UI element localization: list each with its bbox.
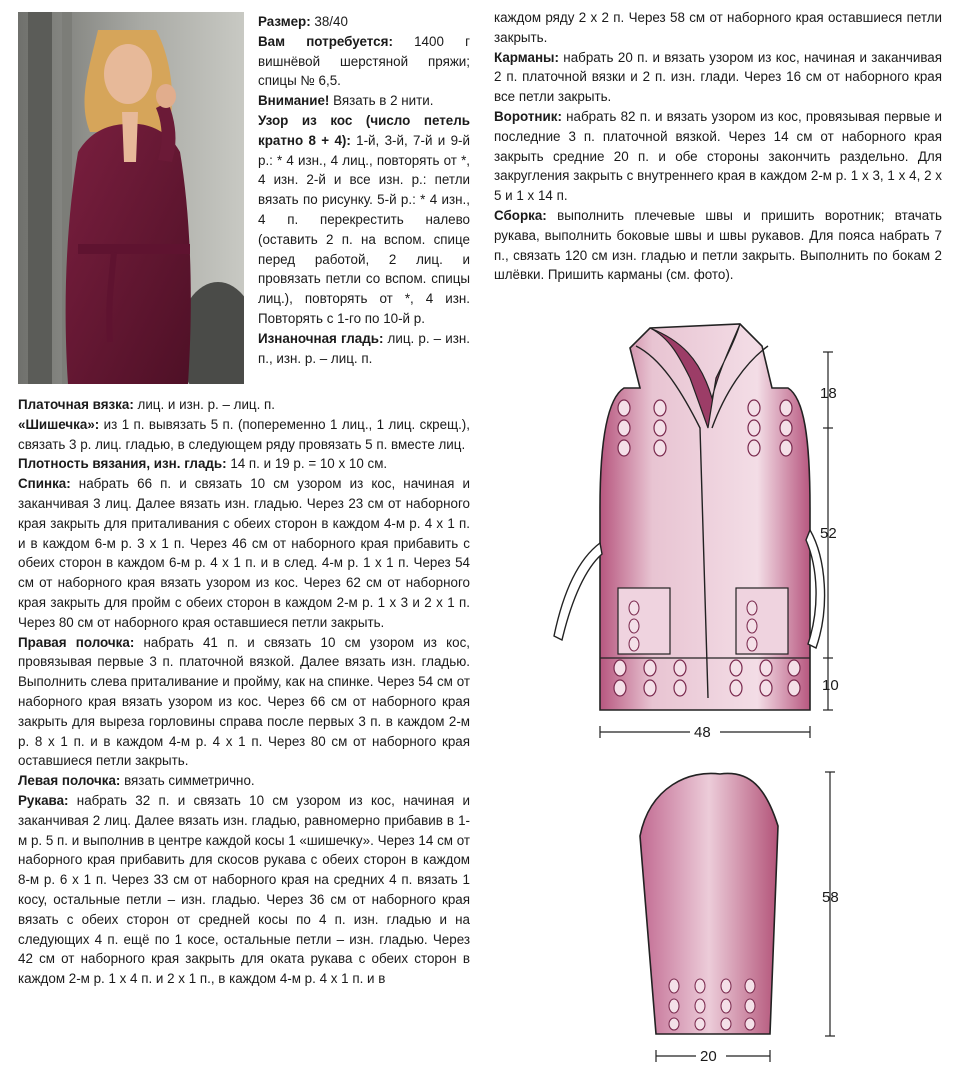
instructions-column — [18, 395, 470, 989]
sleeves-continued: каждом ряду 2 х 2 п. Через 58 см от наборного края оставшиеся петли закрыть. — [494, 10, 942, 45]
dim-52: 52 — [820, 525, 837, 542]
assembly-value: выполнить плечевые швы и пришить воротник; втачать рукава, выполнить боковые швы и швы рукавов. Для пояса набрать 7 п., связать 120 см изн. гладью и петли закрыть. Выполнить по бокам 2 шлёвки. Пришить карманы (см. фото). — [494, 207, 942, 283]
gauge-label: Плотность вязания, изн. гладь: — [18, 456, 227, 472]
bobble-label: «Шишечка»: — [18, 416, 100, 432]
materials-value: 1400 г вишнёвой шерстяной пряжи; спицы № 6,5. — [258, 33, 470, 89]
right-front-label: Правая полочка: — [18, 634, 135, 650]
bobble-paragraph — [18, 415, 470, 455]
sleeve-outline — [640, 773, 778, 1034]
attention-label: Внимание! — [258, 93, 330, 109]
size-label: Размер: — [258, 14, 311, 29]
right-column — [494, 8, 942, 285]
reverse-value: лиц. р. – изн. п., изн. р. – лиц. п. — [258, 330, 470, 366]
belt — [554, 543, 602, 640]
photo-illustration — [18, 12, 244, 384]
model-photo — [18, 12, 244, 384]
size-paragraph — [258, 12, 470, 32]
garter-paragraph — [18, 395, 470, 415]
dim-18: 18 — [820, 385, 837, 402]
attention-value: Вязать в 2 нити. — [329, 93, 434, 109]
left-pocket — [618, 588, 670, 654]
garter-label: Платочная вязка: — [18, 397, 134, 412]
assembly-paragraph — [494, 206, 942, 285]
reverse-paragraph — [258, 329, 470, 369]
garter-value: лиц. и изн. р. – лиц. п. — [133, 397, 276, 412]
materials-paragraph — [258, 32, 470, 91]
right-front-paragraph — [18, 633, 470, 772]
left-front-paragraph — [18, 771, 470, 791]
size-value: 38/40 — [310, 14, 348, 29]
collar-value: набрать 82 п. и вязать узором из кос, провязывая первые и последние 3 п. платочной вязкой. Через 14 см от наборного края закрыть средние 20 п. и обе стороны закончить раздельно. Для закругления закрыть с внутреннего края в каждом 2-м р. 1 х 3, 1 х 4, 2 х 5 и 1 х 14 п. — [494, 108, 942, 204]
schematic-svg — [540, 318, 960, 1070]
attention-paragraph — [258, 91, 470, 111]
back-label: Спинка: — [18, 476, 71, 492]
intro-column — [258, 12, 470, 368]
dim-20: 20 — [700, 1048, 717, 1065]
right-front-value: набрать 41 п. и связать 10 см узором из кос, провязывая первые 3 п. платочной вязкой. Далее вязать изн. гладью. Выполнить слева приталивание и пройму, как на спинке. Через 54 см от наборного края вязать узором из кос. Через 66 см от наборного края закрыть для выреза горловины справа после первых 3 п. в каждом 2-м р. 8 х 1 п. и в каждом 4-м р. 4 х 1 п. Через 80 см от наборного края оставшиеся петли закрыть. — [18, 634, 470, 769]
gauge-paragraph — [18, 454, 470, 474]
pockets-label: Карманы: — [494, 49, 559, 65]
dim-10: 10 — [822, 677, 839, 694]
dim-48: 48 — [694, 724, 711, 741]
collar-paragraph — [494, 107, 942, 206]
sleeves-label: Рукава: — [18, 792, 69, 808]
assembly-label: Сборка: — [494, 207, 547, 223]
materials-label: Вам потребуется: — [258, 33, 393, 49]
pockets-value: набрать 20 п. и вязать узором из кос, начиная и заканчивая 2 п. платочной вязки и 2 п. изн. глади. Через 16 см от наборного края все петли закрыть. — [494, 49, 942, 105]
cable-paragraph — [258, 111, 470, 329]
left-front-value: вязать симметрично. — [120, 773, 255, 789]
bobble-value: из 1 п. вывязать 5 п. (попеременно 1 лиц., 1 лиц. скрещ.), связать 3 р. лиц. гладью, в следующем ряду провязать 5 п. вместе лиц. — [18, 416, 470, 452]
cable-value: 1-й, 3-й, 7-й и 9-й р.: * 4 изн., 4 лиц., повторять от *, 4 изн. 2-й и все изн. р.: петли вязать по рисунку. 5-й р.: * 4 изн., 4 п. перекрестить налево (оставить 2 п. на вспом. спице перед работой, 2 лиц. и провязать петли со вспом. спицы лиц.), повторять от *, 4 изн. Повторять с 1-го по 10-й р. — [258, 132, 470, 326]
right-pocket — [736, 588, 788, 654]
dim-58: 58 — [822, 889, 839, 906]
reverse-label: Изнаночная гладь: — [258, 330, 384, 346]
left-front-label: Левая полочка: — [18, 773, 121, 789]
gauge-value: 14 п. и 19 р. = 10 х 10 см. — [226, 456, 388, 472]
back-value: набрать 66 п. и связать 10 см узором из кос, начиная и заканчивая 3 лиц. Далее вязать изн. гладью. Через 23 см от наборного края закрыть для приталивания с обеих сторон в каждом 4-м р. 4 х 1 п. и в каждом 6-м р. 3 х 1 п. Через 46 см от наборного края прибавить с обеих сторон в каждом 6-м р. 4 х 1 п. и в след. 4-м р. 1 х 1 п. Через 54 см от наборного края вязать узором из кос. Через 62 см от наборного края закрыть для пройм с обеих сторон в каждом 2-м р. 1 х 3 и 2 х 1 п. Через 80 см от наборного края оставшиеся петли закрыть. — [18, 476, 470, 630]
sleeves-value: набрать 32 п. и связать 10 см узором из кос, начиная и заканчивая 2 лиц. Далее вязать изн. гладью, равномерно прибавив в 1-м р. 5 п. и выполнив в центре каждой косы 1 «шишечку». Через 14 см от наборного края прибавить для скосов рукава с обеих сторон в каждом 8-м р. 6 х 1 п. Через 33 см от наборного края на средних 4 п. вязать 1 косу, остальные петли – изн. гладью. Через 36 см от наборного края вязать с обеих сторон от средней косы по 4 п. изн. гладью и на следующих 4 п. ещё по 1 косе, остальные петли – изн. гладью. Через 42 см от наборного края закрыть для оката рукава с обеих сторон в каждом 2-м р. 1 х 4 п. и 2 х 1 п., в каждом 4-м р. 4 х 1 п. и в — [18, 792, 470, 987]
back-paragraph — [18, 474, 470, 632]
pockets-paragraph — [494, 48, 942, 107]
cable-label: Узор из кос (число петель кратно 8 + 4): — [258, 112, 470, 148]
sleeves-paragraph — [18, 791, 470, 989]
collar-label: Воротник: — [494, 108, 562, 124]
pattern-diagram — [540, 318, 960, 1070]
